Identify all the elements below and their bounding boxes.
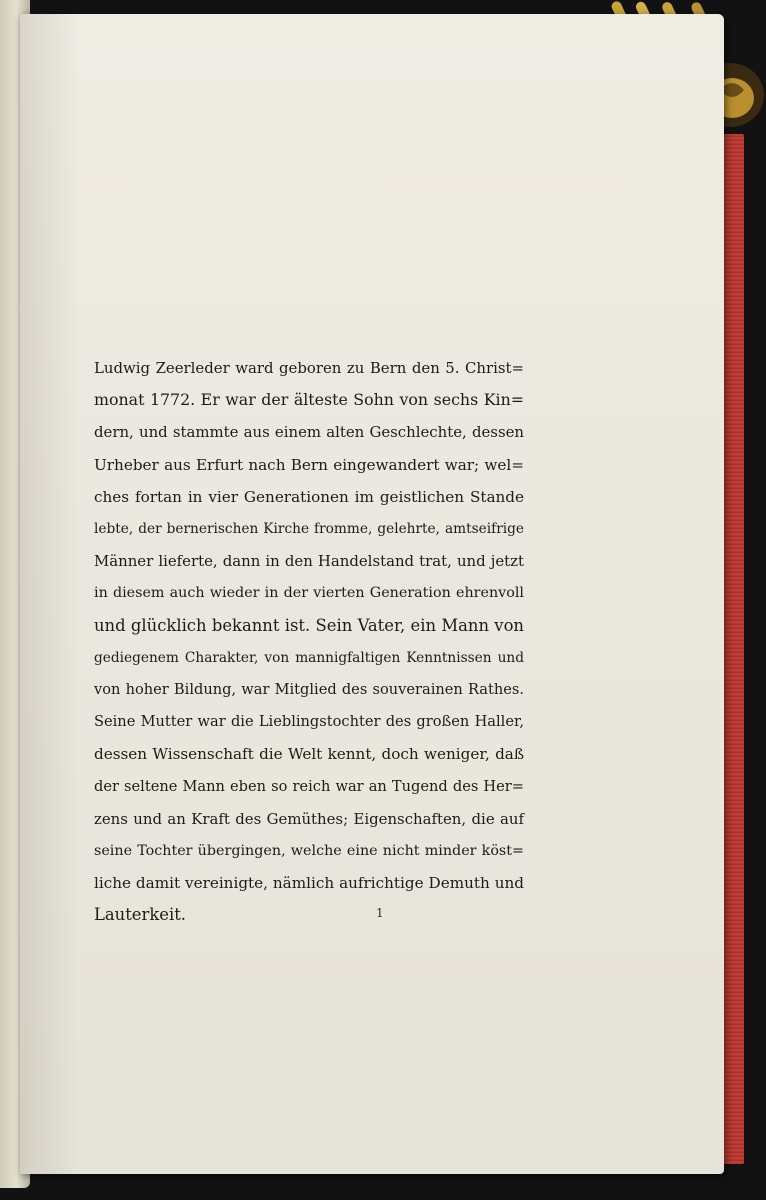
page-number: 1 <box>376 906 384 920</box>
text-line: ches fortan in vier Generationen im geistlichen Stande <box>94 487 524 506</box>
text-line: der seltene Mann eben so reich war an Tugend des Her= <box>94 777 524 795</box>
text-line: und glücklich bekannt ist. Sein Vater, ein Mann von <box>94 615 524 635</box>
page-gutter-shade <box>20 14 80 1174</box>
text-line: Seine Mutter war die Lieblingstochter des großen Haller, <box>94 713 524 731</box>
text-line: gediegenem Charakter, von mannigfaltigen Kenntnissen und <box>94 649 524 666</box>
text-line: dessen Wissenschaft die Welt kennt, doch weniger, daß <box>94 745 524 764</box>
text-line: in diesem auch wieder in der vierten Generation ehrenvoll <box>94 585 524 602</box>
text-line: seine Tochter übergingen, welche eine nicht minder köst= <box>94 843 524 860</box>
text-line: Urheber aus Erfurt nach Bern eingewandert war; wel= <box>94 455 524 474</box>
text-line: Männer lieferte, dann in den Handelstand trat, und jetzt <box>94 552 524 571</box>
text-line: monat 1772. Er war der älteste Sohn von sechs Kin= <box>94 390 524 410</box>
text-line-last: Lauterkeit. <box>94 905 187 925</box>
text-line: zens und an Kraft des Gemüthes; Eigenschaften, die auf <box>94 809 524 828</box>
text-line: dern, und stammte aus einem alten Geschlechte, dessen <box>94 423 524 442</box>
text-line: Ludwig Zeerleder ward geboren zu Bern den 5. Christ= <box>94 359 524 377</box>
body-paragraph <box>94 352 524 932</box>
text-line: liche damit vereinigte, nämlich aufrichtige Demuth und <box>94 874 524 893</box>
text-line: lebte, der bernerischen Kirche fromme, gelehrte, amtseifrige <box>94 521 524 538</box>
text-line: von hoher Bildung, war Mitglied des souverainen Rathes. <box>94 681 524 699</box>
